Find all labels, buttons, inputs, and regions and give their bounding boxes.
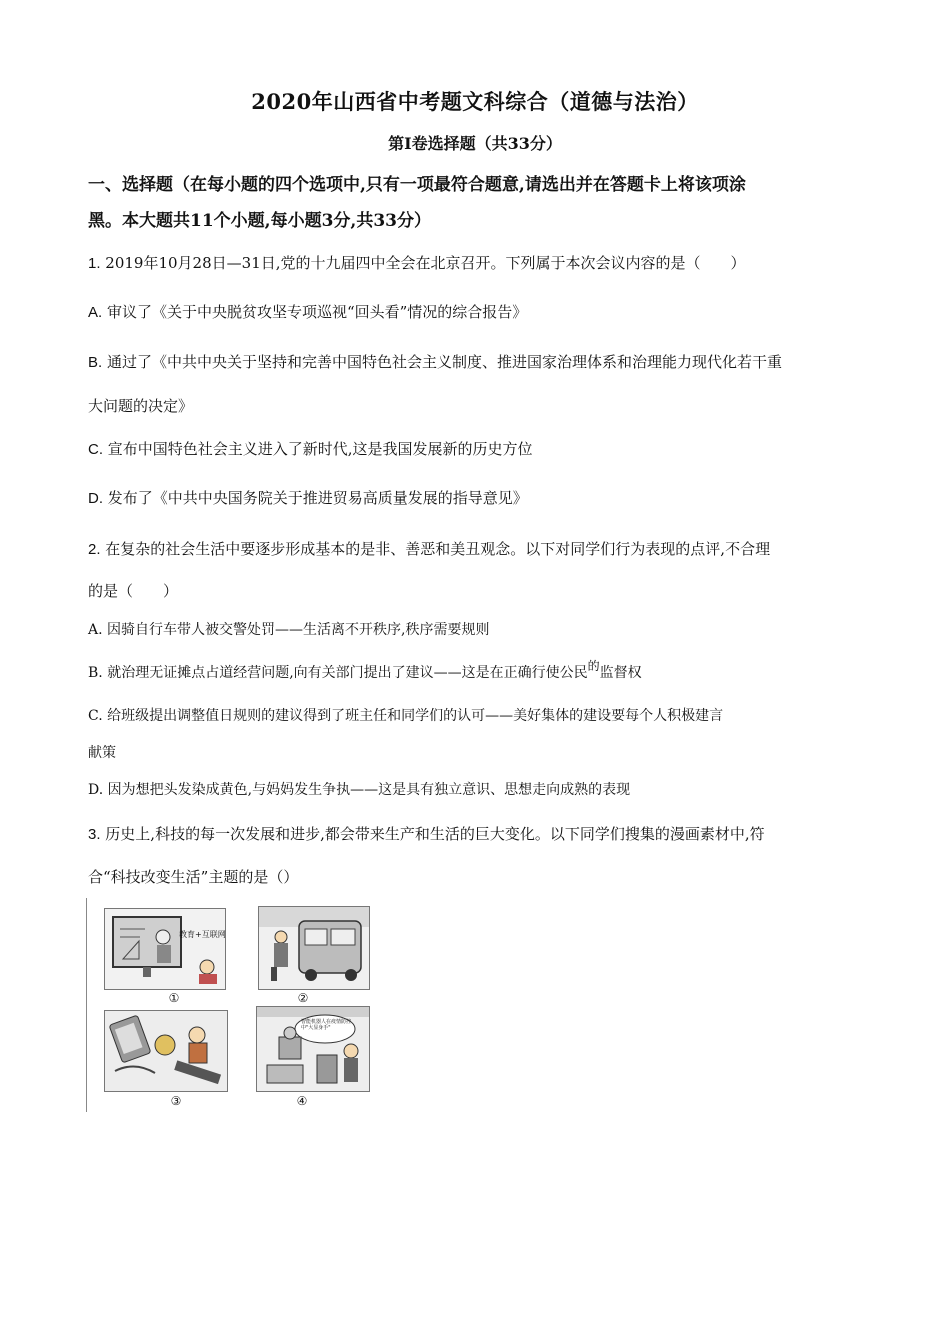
section-instructions-line1: 一、选择题（在每小题的四个选项中,只有一项最符合题意,请选出并在答题卡上将该项涂 [88,175,746,195]
comic-panel-2-drawing [259,907,369,989]
comic-figure [86,898,372,1112]
comic-panel-1-label: 教育+互联网 [179,930,226,939]
comic-panel-3 [104,1010,228,1092]
question-2-option-b: B. 就治理无证摊点占道经营问题,向有关部门提出了建议——这是在正确行使公民的监督权 [88,659,642,681]
question-2-option-a: A. 因骑自行车带人被交警处罚——生活离不开秩序,秩序需要规则 [88,622,490,638]
comic-panel-2 [258,906,370,990]
question-1-option-b: B. 通过了《中共中央关于坚持和完善中国特色社会主义制度、推进国家治理体系和治理能力现代化若干重 [88,353,782,371]
question-1-option-c: C. 宣布中国特色社会主义进入了新时代,这是我国发展新的历史方位 [88,440,533,458]
caption-1: ① [168,991,180,1005]
part-subtitle: 第Ⅰ卷选择题（共33分） [388,134,562,153]
question-2-stem-cont: 的是（ ） [88,582,179,600]
question-3-stem-cont: 合“科技改变生活”主题的是（） [88,868,299,886]
question-1-option-a: A. 审议了《关于中央脱贫攻坚专项巡视“回头看”情况的综合报告》 [88,303,528,321]
figure-left-border [86,898,87,1112]
question-1-option-d: D. 发布了《中共中央国务院关于推进贸易高质量发展的指导意见》 [88,489,528,507]
question-1-option-b-cont: 大问题的决定》 [88,397,194,415]
comic-panel-1-drawing [105,909,225,989]
question-2-option-c: C. 给班级提出调整值日规则的建议得到了班主任和同学们的认可——美好集体的建设要每个人积极建言 [88,708,724,724]
comic-panel-4 [256,1006,370,1092]
caption-3: ③ [170,1094,182,1108]
question-1-stem: 1. 2019年10月28日—31日,党的十九届四中全会在北京召开。下列属于本次会议内容的是（ ） [88,254,746,272]
caption-4: ④ [296,1094,308,1108]
page-title: 2020年山西省中考题文科综合（道德与法治） [251,89,699,114]
comic-panel-3-drawing [105,1011,227,1091]
caption-2: ② [297,991,309,1005]
question-2-option-c-cont: 献策 [88,745,116,761]
question-3-stem: 3. 历史上,科技的每一次发展和进步,都会带来生产和生活的巨大变化。以下同学们搜集的漫画素材中,符 [88,825,765,843]
question-2-option-d: D. 因为想把头发染成黄色,与妈妈发生争执——这是具有独立意识、思想走向成熟的表现 [88,782,631,798]
question-2-stem: 2. 在复杂的社会生活中要逐步形成基本的是非、善恶和美丑观念。以下对同学们行为表现的点评,不合理 [88,540,771,558]
section-instructions-line2: 黑。本大题共11个小题,每小题3分,共33分） [88,211,431,231]
comic-panel-4-label: 智能机器人在疫情防控中"大显身手" [301,1019,352,1031]
comic-panel-1 [104,908,226,990]
